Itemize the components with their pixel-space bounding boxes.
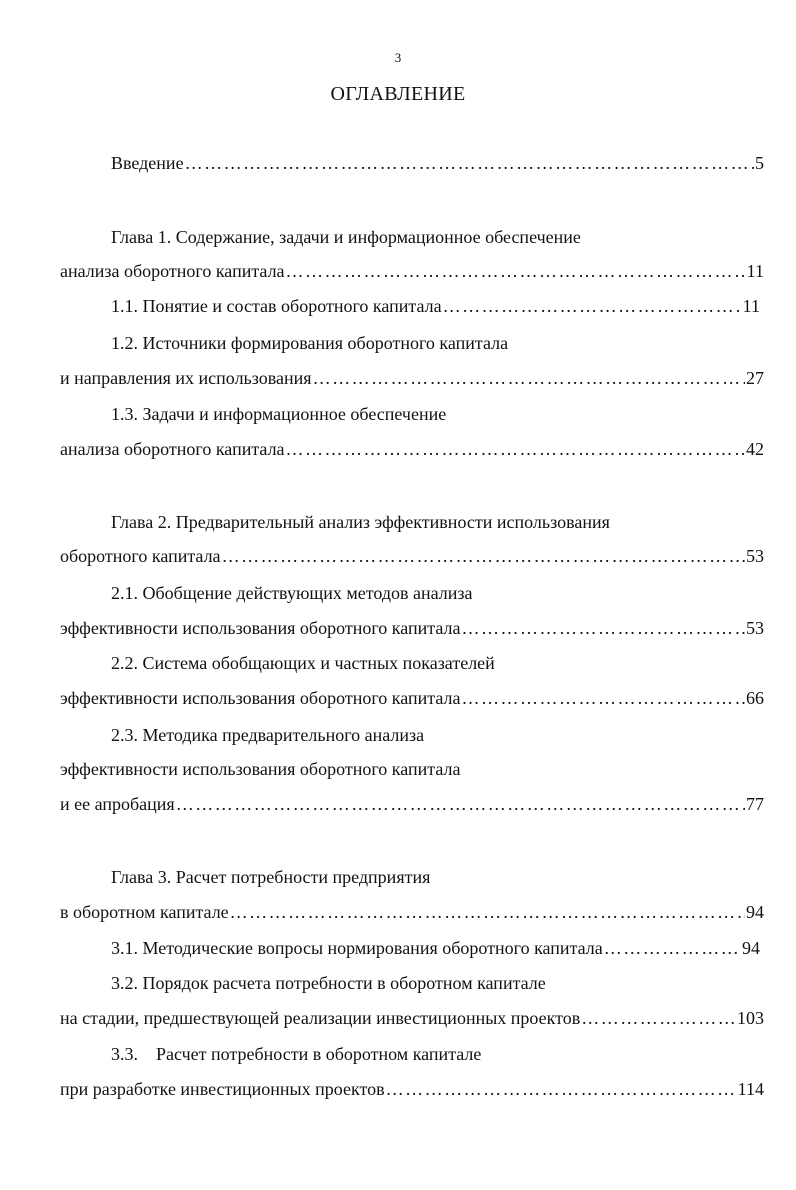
toc-entry-text: анализа оборотного капитала [60,439,285,459]
toc-entry-text: 1.1. Понятие и состав оборотного капитала [111,296,442,316]
toc-entry-introduction [111,151,764,175]
toc-entry-text: оборотного капитала [60,546,221,566]
toc-entry-text: и ее апробация [60,794,175,814]
dot-leader [581,1006,736,1030]
dot-leader [604,936,741,960]
toc-page-number: 94 [742,938,760,958]
toc-page-number: 27 [746,368,764,388]
section-2-2-heading: 2.2. Система обобщающих и частных показателей [111,653,495,673]
toc-entry-section-1-2 [60,366,764,390]
toc-page-number: 77 [746,794,764,814]
chapter-2-heading: Глава 2. Предварительный анализ эффективности использования [111,512,610,532]
toc-entry-text: в оборотном капитале [60,902,229,922]
chapter-1-heading: Глава 1. Содержание, задачи и информационное обеспечение [111,227,581,247]
dot-leader [286,437,745,461]
section-3-2-heading: 3.2. Порядок расчета потребности в оборотном капитале [111,973,546,993]
toc-page-number: 11 [742,296,760,316]
dot-leader [461,616,745,640]
toc-entry-chapter-3 [60,900,764,924]
dot-leader [461,686,745,710]
toc-entry-section-1-3 [60,437,764,461]
toc-entry-text: эффективности использования оборотного капитала [60,618,461,638]
toc-entry-section-1-1 [111,294,760,318]
page-number: 3 [394,50,402,65]
page-title: ОГЛАВЛЕНИЕ [330,83,466,105]
toc-entry-text: анализа оборотного капитала [60,261,285,281]
toc-entry-text: на стадии, предшествующей реализации инвестиционных проектов [60,1008,581,1028]
toc-entry-text: эффективности использования оборотного капитала [60,688,461,708]
toc-entry-section-2-2 [60,686,764,710]
toc-page-number: 114 [737,1079,764,1099]
section-1-2-heading: 1.2. Источники формирования оборотного капитала [111,333,509,353]
dot-leader [286,259,746,283]
toc-entry-text: при разработке инвестиционных проектов [60,1079,385,1099]
dot-leader [222,544,745,568]
toc-page-number: 94 [746,902,764,922]
toc-entry-text: 3.1. Методические вопросы нормирования оборотного капитала [111,938,603,958]
toc-page-number: 53 [746,618,764,638]
toc-page-number: 42 [746,439,764,459]
toc-entry-chapter-1 [60,259,764,283]
toc-entry-section-2-1 [60,616,764,640]
chapter-3-heading: Глава 3. Расчет потребности предприятия [111,867,431,887]
section-2-3-heading: 2.3. Методика предварительного анализа [111,725,425,745]
toc-entry-section-3-3 [60,1077,764,1101]
section-3-3-heading: 3.3. Расчет потребности в оборотном капитале [111,1044,482,1064]
toc-entry-section-3-2 [60,1006,764,1030]
section-1-3-heading: 1.3. Задачи и информационное обеспечение [111,404,447,424]
toc-page-number: 5 [755,153,764,173]
dot-leader [313,366,745,390]
dot-leader [443,294,742,318]
toc-page-number: 53 [746,546,764,566]
toc-page-number: 66 [746,688,764,708]
section-2-1-heading: 2.1. Обобщение действующих методов анализа [111,583,473,603]
toc-entry-section-3-1 [111,936,760,960]
toc-entry-text: Введение [111,153,184,173]
dot-leader [185,151,754,175]
dot-leader [230,900,745,924]
dot-leader [176,792,745,816]
toc-page-number: 11 [746,261,764,281]
toc-page-number: 103 [737,1008,764,1028]
section-2-3-subheading: эффективности использования оборотного капитала [60,759,461,779]
dot-leader [386,1077,737,1101]
toc-entry-text: и направления их использования [60,368,312,388]
toc-entry-chapter-2 [60,544,764,568]
toc-entry-section-2-3 [60,792,764,816]
